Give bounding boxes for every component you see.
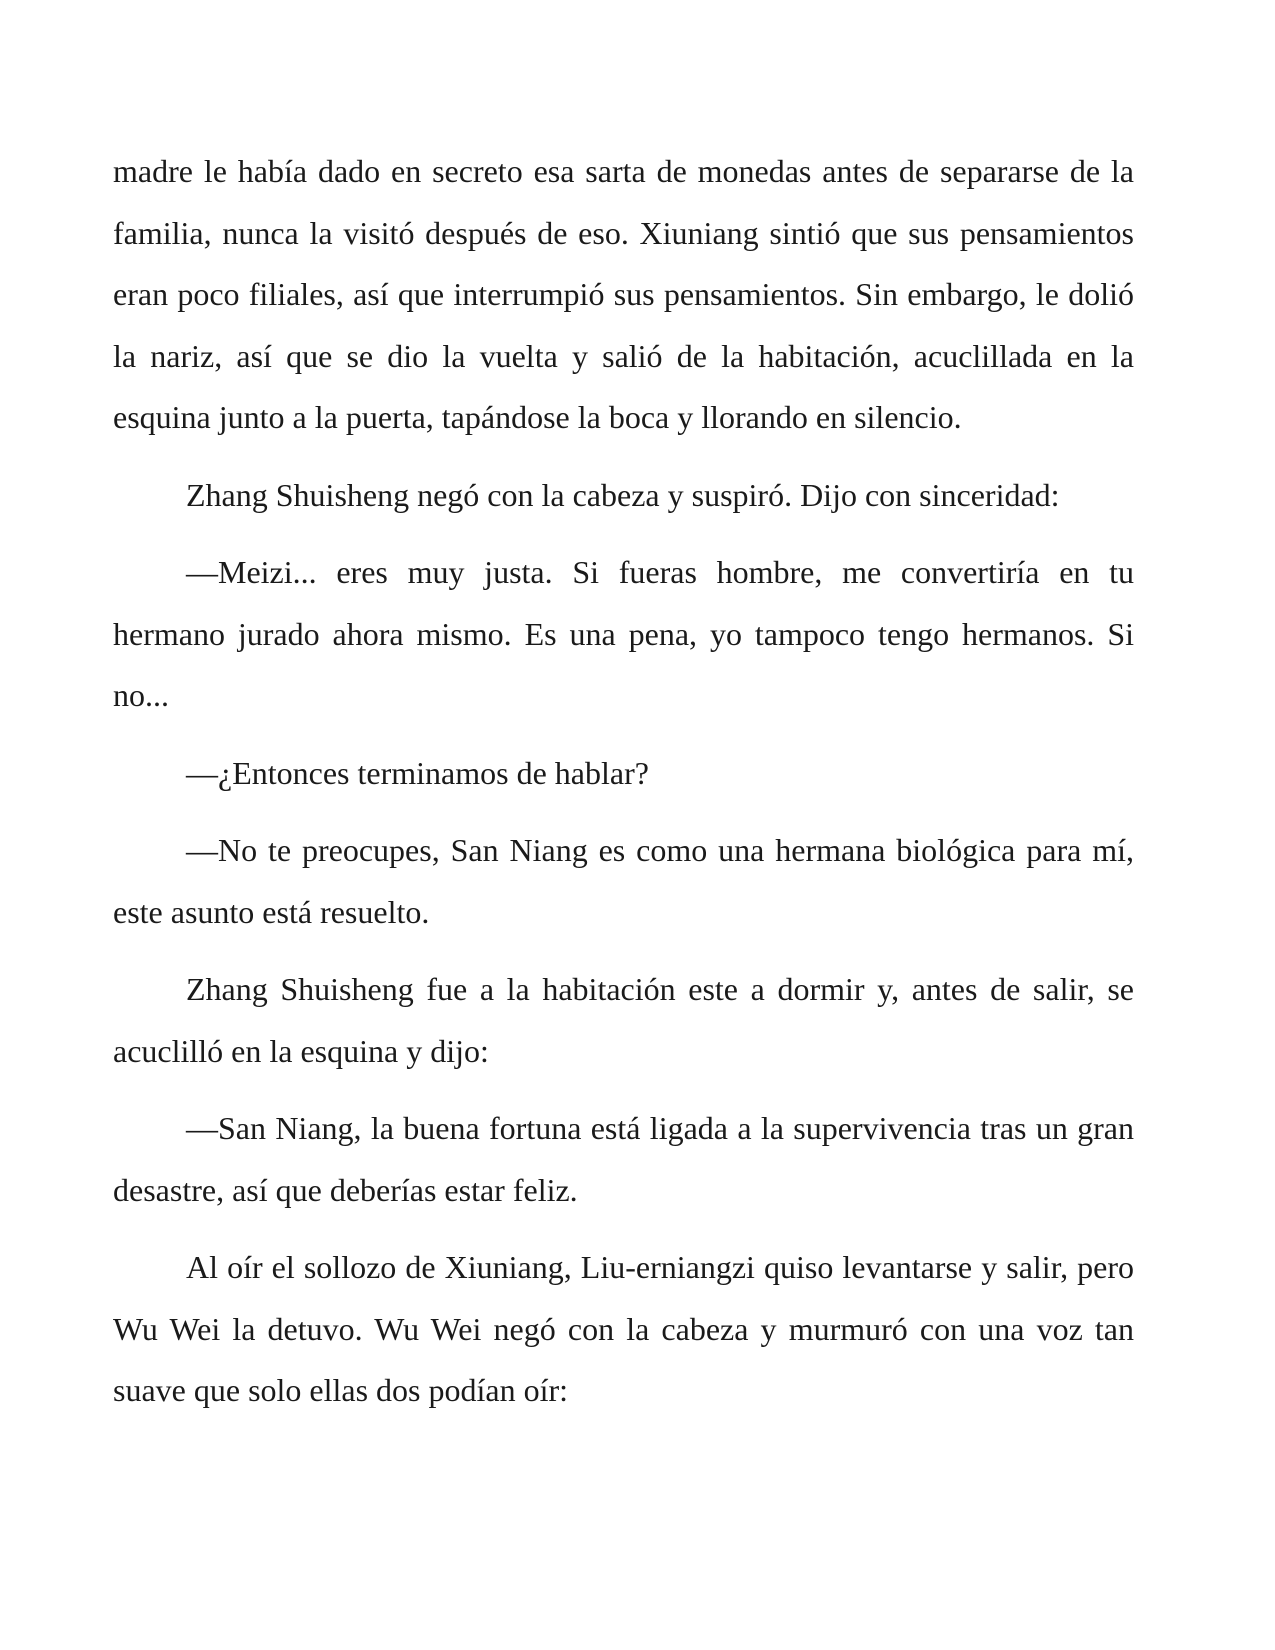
paragraph-narration: Al oír el sollozo de Xiuniang, Liu-erniangzi quiso levantarse y salir, pero Wu Wei la detuvo. Wu Wei negó con la cabeza y murmuró con una voz tan suave que solo ellas dos podían oír: bbox=[113, 1249, 1134, 1408]
paragraph-continuation: madre le había dado en secreto esa sarta de monedas antes de separarse de la familia, nunca la visitó después de eso. Xiuniang sintió que sus pensamientos eran poco filiales, así que interrumpió sus pensamientos. Sin embargo, le dolió la nariz, así que se dio la vuelta y salió de la habitación, acuclillada en la esquina junto a la puerta, tapándose la boca y llorando en silencio. bbox=[113, 153, 1134, 435]
paragraph-dialogue: —Meizi... eres muy justa. Si fueras hombre, me convertiría en tu hermano jurado ahora mismo. Es una pena, yo tampoco tengo hermanos. Si no... bbox=[113, 554, 1134, 713]
paragraph-dialogue: —No te preocupes, San Niang es como una hermana biológica para mí, este asunto está resuelto. bbox=[113, 832, 1134, 930]
paragraph-dialogue: —San Niang, la buena fortuna está ligada a la supervivencia tras un gran desastre, así que deberías estar feliz. bbox=[113, 1110, 1134, 1208]
paragraph-narration: Zhang Shuisheng fue a la habitación este a dormir y, antes de salir, se acuclilló en la esquina y dijo: bbox=[113, 971, 1134, 1069]
body-text bbox=[113, 141, 1134, 1438]
paragraph-narration: Zhang Shuisheng negó con la cabeza y suspiró. Dijo con sinceridad: bbox=[186, 476, 1060, 513]
paragraph-dialogue: —¿Entonces terminamos de hablar? bbox=[186, 754, 649, 791]
